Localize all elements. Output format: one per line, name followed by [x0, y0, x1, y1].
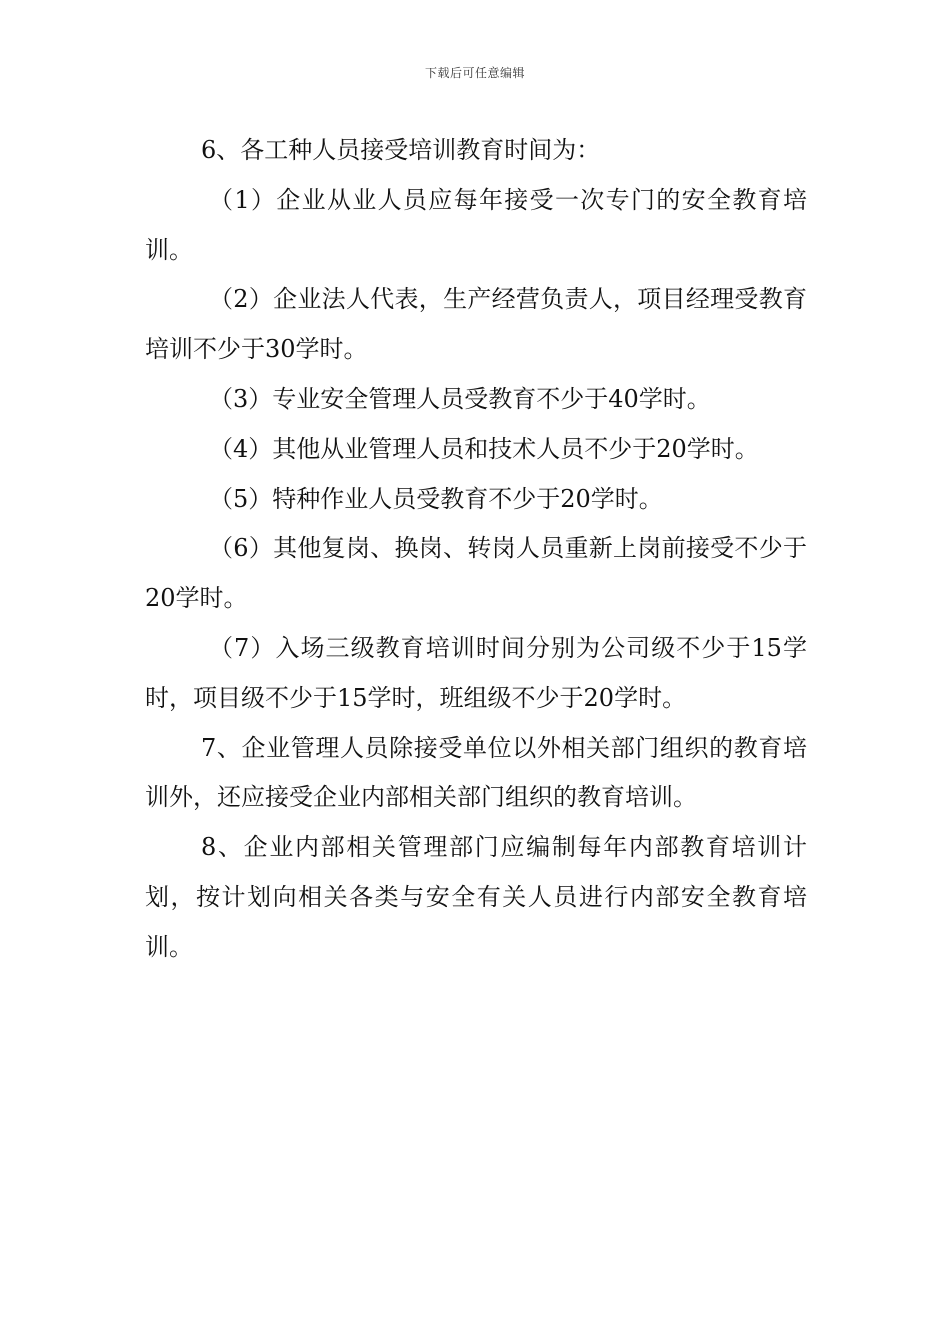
paragraph-subitem-5: （5）特种作业人员受教育不少于20学时。: [209, 484, 663, 513]
paragraph-item-7: 7、企业管理人员除接受单位以外相关部门组织的教育培训外，还应接受企业内部相关部门组织的教育培训。: [145, 733, 807, 812]
paragraph-subitem-4: （4）其他从业管理人员和技术人员不少于20学时。: [209, 434, 759, 463]
paragraph-subitem-6: （6）其他复岗、换岗、转岗人员重新上岗前接受不少于20学时。: [145, 534, 807, 613]
paragraph-subitem-2: （2）企业法人代表，生产经营负责人，项目经理受教育培训不少于30学时。: [145, 285, 807, 364]
paragraph-subitem-1: （1）企业从业人员应每年接受一次专门的安全教育培训。: [145, 185, 807, 264]
paragraph-subitem-7: （7）入场三级教育培训时间分别为公司级不少于15学时，项目级不少于15学时，班组级不少于20学时。: [145, 633, 807, 712]
page-header: 下载后可任意编辑: [424, 66, 525, 80]
document-body: [145, 126, 807, 973]
paragraph-subitem-3: （3）专业安全管理人员受教育不少于40学时。: [209, 384, 711, 413]
paragraph-item-8: 8、企业内部相关管理部门应编制每年内部教育培训计划，按计划向相关各类与安全有关人员进行内部安全教育培训。: [145, 833, 807, 961]
paragraph-item-6: 6、各工种人员接受培训教育时间为：: [201, 136, 601, 164]
